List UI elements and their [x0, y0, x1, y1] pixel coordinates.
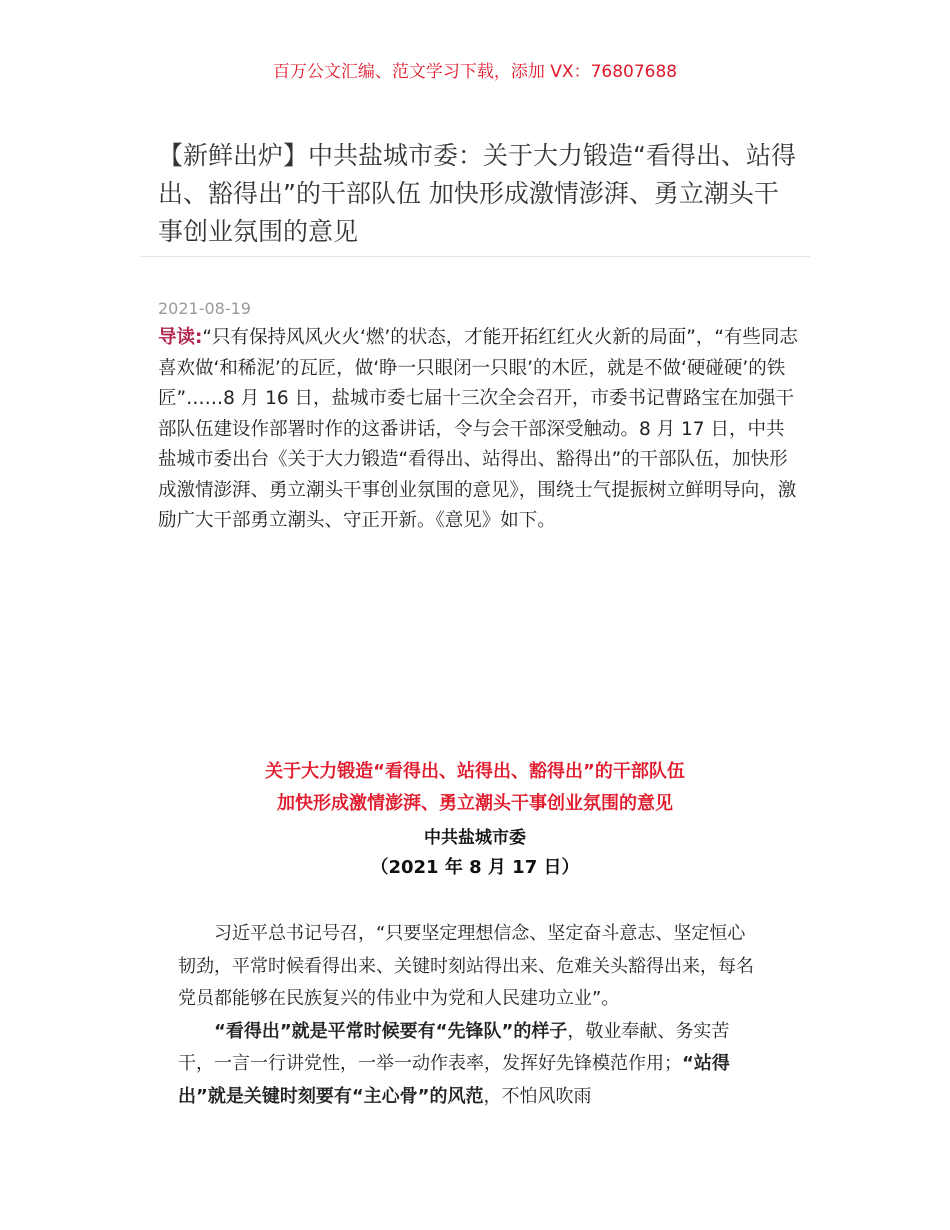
document-heading-line2: 加快形成激情澎湃、勇立潮头干事创业氛围的意见	[277, 793, 673, 814]
intro-text: “只有保持风风火火‘燃’的状态，才能开拓红红火火新的局面”，“有些同志喜欢做‘和稀泥’的瓦匠，做‘睁一只眼闭一只眼’的木匠，就是不做‘硬碰硬’的铁匠”……8 月 16 日，盐城市委七届十三次全会召开，市委书记曹路宝在加强干部队伍建设作部署时作的这番讲话，令与会干部深受触动。8 月 17 日，中共盐城市委出台《关于大力锻造“看得出、站得出、豁得出”的干部队伍，加快形成激情澎湃、勇立潮头干事创业氛围的意见》，围绕士气提振树立鲜明导向，激励广大干部勇立潮头、守正开新。《意见》如下。	[158, 327, 798, 531]
para2-bold-1: “看得出”就是平常时候要有“先锋队”的样子	[214, 1020, 568, 1042]
document-body	[178, 918, 758, 1114]
document-heading	[0, 756, 950, 820]
document-heading-line1: 关于大力锻造“看得出、站得出、豁得出”的干部队伍	[265, 761, 685, 782]
para2-text-2: ，不怕风吹雨	[483, 1085, 592, 1107]
article-intro	[158, 323, 798, 537]
promo-banner: 百万公文汇编、范文学习下载，添加 VX：76807688	[272, 62, 678, 82]
document-author: 中共盐城市委	[424, 828, 526, 848]
article-title: 【新鲜出炉】中共盐城市委：关于大力锻造“看得出、站得出、豁得出”的干部队伍 加快形成激情澎湃、勇立潮头干事创业氛围的意见	[158, 141, 796, 246]
para2-text-1: ，敬业奉献、务实苦干，一言一行讲党性，一举一动作表率，发挥好先锋模范作用；	[178, 1020, 730, 1075]
body-paragraph-2	[178, 1016, 758, 1114]
title-divider	[140, 256, 810, 257]
body-paragraph-1: 习近平总书记号召，“只要坚定理想信念、坚定奋斗意志、坚定恒心韧劲，平常时候看得出来、关键时刻站得出来、危难关头豁得出来，每名党员都能够在民族复兴的伟业中为党和人民建功立业”。	[178, 923, 754, 1010]
document-date: （2021 年 8 月 17 日）	[370, 857, 580, 878]
para2-bold-2: “站得出”就是关键时刻要有“主心骨”的风范	[178, 1053, 730, 1107]
intro-lead-label: 导读:	[158, 327, 203, 348]
article-date: 2021-08-19	[158, 299, 251, 318]
